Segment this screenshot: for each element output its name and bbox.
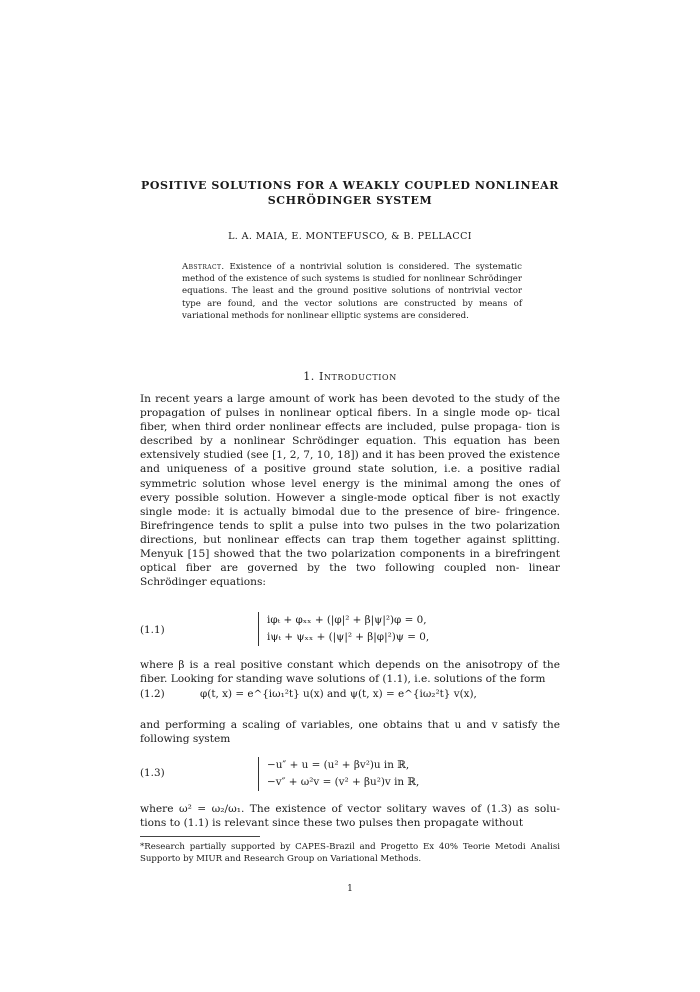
page-number: 1	[347, 884, 353, 894]
text-line: radial symmetric solution whose level energy is the minimal among the	[140, 463, 561, 490]
title-line: SCHRÖDINGER SYSTEM	[267, 194, 433, 207]
equation-1-2	[140, 688, 560, 706]
abstract	[182, 261, 522, 322]
text-line: not exactly single mode: it is actually bimodal due to the presence of bire-	[140, 491, 561, 518]
footnote: *Research partially supported by CAPES-Brazil and Progetto Ex 40% Teorie Metodi Analisi Supporto by MIUR and Research Group on Variational Methods.	[140, 842, 560, 864]
paragraph-scaling	[140, 718, 560, 746]
text-line: ones of every possible solution. However a single-mode optical fiber is	[140, 477, 560, 504]
equation-1-1	[140, 612, 560, 648]
text-line: linear Schrödinger equations:	[140, 562, 560, 589]
text-line: where ω² = ω₂/ω₁. The existence of vector solitary waves of (1.3) as solu-	[140, 803, 560, 815]
equation-1-3	[140, 757, 560, 793]
text-line: tion is described by a nonlinear Schrödinger equation. This equation has	[140, 421, 560, 448]
footnote-rule	[140, 836, 260, 837]
text-line: been extensively studied (see [1, 2, 7, 10, 18]) and it has been proved the	[140, 435, 560, 462]
equation-label: (1.3)	[140, 767, 165, 779]
equation-system	[258, 612, 429, 646]
text-line: where β is a real positive constant which depends on the anisotropy of the	[140, 659, 560, 671]
text-line: and performing a scaling of variables, one obtains that u and v satisfy the	[140, 719, 560, 731]
equation-line: −u″ + u = (u² + βv²)u in ℝ,	[267, 759, 410, 771]
equation-label: (1.2)	[140, 688, 165, 700]
equation-system	[258, 757, 419, 791]
text-line: tical fiber, when third order nonlinear effects are included, pulse propaga-	[140, 407, 560, 434]
text-line: fiber. Looking for standing wave solutions of (1.1), i.e. solutions of the form	[140, 673, 546, 686]
text-line: In recent years a large amount of work has been devoted to the study of	[140, 393, 539, 405]
section-heading: 1. Introduction	[303, 370, 397, 383]
text-line: existence and uniqueness of a positive ground state solution, i.e. a positive	[140, 449, 561, 476]
equation-line: iφₜ + φₓₓ + (|φ|² + β|ψ|²)φ = 0,	[267, 614, 427, 626]
abstract-lead: Abstract.	[182, 262, 225, 272]
paragraph-vector-waves	[140, 802, 560, 830]
paragraph-standing-waves	[140, 658, 560, 686]
text-line: following system	[140, 733, 231, 746]
equation-line: −v″ + ω²v = (v² + βu²)v in ℝ,	[267, 776, 420, 788]
equation-line: iψₜ + ψₓₓ + (|ψ|² + β|φ|²)ψ = 0,	[267, 631, 430, 643]
equation-label: (1.1)	[140, 624, 165, 636]
text-line: birefringent optical fiber are governed by the two following coupled non-	[140, 548, 560, 575]
abstract-text: Existence of a nontrivial solution is considered. The systematic method of the existence of such systems is studied for nonlinear Schrödinger equations. The least and the ground positive solutions of nontrivial vector type are found, and the vector solutions are constructed by means of variational methods for nonlinear elliptic systems are considered.	[182, 262, 522, 321]
text-line: fringence. Birefringence tends to split a pulse into two pulses in the two	[140, 505, 560, 532]
text-line: the propagation of pulses in nonlinear optical fibers. In a single mode op-	[140, 393, 560, 420]
equation-line: φ(t, x) = e^{iω₁²t} u(x) and ψ(t, x) = e^{iω₂²t} v(x),	[200, 688, 477, 700]
text-line: splitting. Menyuk [15] showed that the two polarization components in a	[140, 533, 560, 561]
author-list: L. A. MAIA, E. MONTEFUSCO, & B. PELLACCI	[228, 231, 472, 242]
title-line: POSITIVE SOLUTIONS FOR A WEAKLY COUPLED NONLINEAR	[140, 179, 560, 192]
paper-title	[120, 178, 580, 208]
paragraph-intro	[140, 392, 560, 589]
text-line: tions to (1.1) is relevant since these two pulses then propagate without	[140, 817, 524, 830]
text-line: polarization directions, but nonlinear effects can trap them together against	[140, 519, 560, 546]
